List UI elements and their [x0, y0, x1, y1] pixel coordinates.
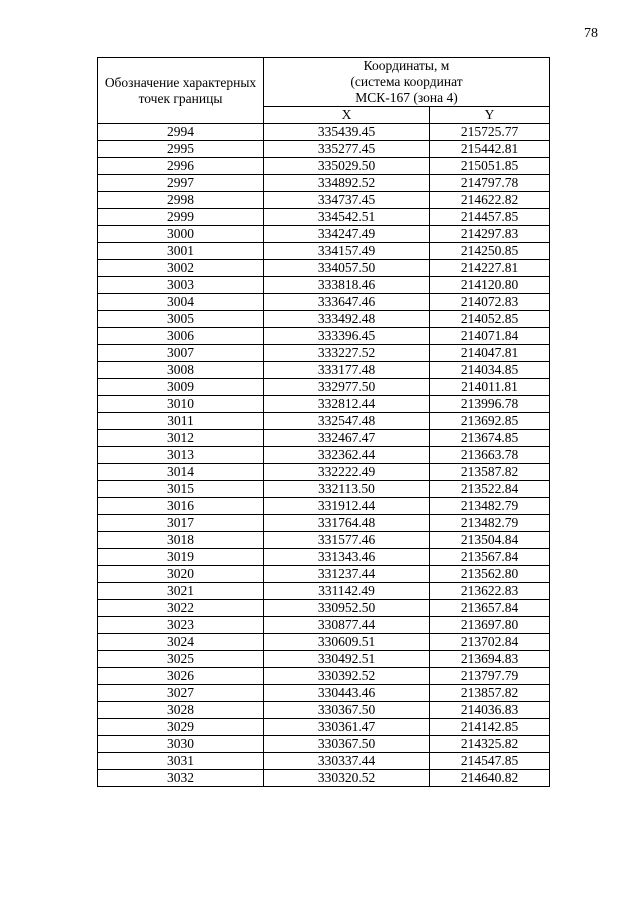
x-coordinate-cell: 335277.45: [264, 141, 430, 158]
y-coordinate-cell: 214120.80: [430, 277, 550, 294]
x-coordinate-cell: 334892.52: [264, 175, 430, 192]
table-row: [98, 634, 550, 651]
x-coordinate-cell: 331237.44: [264, 566, 430, 583]
y-coordinate-cell: 214227.81: [430, 260, 550, 277]
y-coordinate-cell: 214071.84: [430, 328, 550, 345]
y-coordinate-cell: 214036.83: [430, 702, 550, 719]
point-designation-header: Обозначение характерных точек границы: [98, 58, 264, 124]
y-coordinate-cell: 214250.85: [430, 243, 550, 260]
table-row: [98, 260, 550, 277]
point-id-cell: 3000: [98, 226, 264, 243]
table-row: [98, 158, 550, 175]
y-coordinate-cell: 213567.84: [430, 549, 550, 566]
point-id-cell: 2998: [98, 192, 264, 209]
x-coordinate-cell: 330492.51: [264, 651, 430, 668]
x-coordinate-cell: 330367.50: [264, 702, 430, 719]
y-coordinate-cell: 215725.77: [430, 124, 550, 141]
y-coordinate-cell: 214072.83: [430, 294, 550, 311]
x-coordinate-cell: 330337.44: [264, 753, 430, 770]
point-id-cell: 3003: [98, 277, 264, 294]
y-coordinate-cell: 213702.84: [430, 634, 550, 651]
point-id-cell: 3012: [98, 430, 264, 447]
x-coordinate-cell: 332977.50: [264, 379, 430, 396]
table-row: [98, 124, 550, 141]
x-coordinate-cell: 330877.44: [264, 617, 430, 634]
x-coordinate-cell: 333396.45: [264, 328, 430, 345]
table-row: [98, 753, 550, 770]
coordinates-header-line1: Координаты, м: [363, 58, 450, 73]
point-id-cell: 3020: [98, 566, 264, 583]
x-coordinate-cell: 330361.47: [264, 719, 430, 736]
point-id-cell: 2997: [98, 175, 264, 192]
point-id-cell: 3017: [98, 515, 264, 532]
coordinates-header: [264, 58, 550, 107]
y-coordinate-cell: 214142.85: [430, 719, 550, 736]
table-row: [98, 379, 550, 396]
point-id-cell: 3011: [98, 413, 264, 430]
point-id-cell: 3005: [98, 311, 264, 328]
point-id-cell: 2996: [98, 158, 264, 175]
x-coordinate-cell: 331142.49: [264, 583, 430, 600]
table-row: [98, 719, 550, 736]
table-row: [98, 532, 550, 549]
table-row: [98, 277, 550, 294]
table-row: [98, 294, 550, 311]
point-id-cell: 3031: [98, 753, 264, 770]
point-id-cell: 3027: [98, 685, 264, 702]
y-coordinate-cell: 213674.85: [430, 430, 550, 447]
y-coordinate-cell: 213694.83: [430, 651, 550, 668]
y-coordinate-cell: 213622.83: [430, 583, 550, 600]
table-row: [98, 515, 550, 532]
y-coordinate-cell: 213697.80: [430, 617, 550, 634]
y-coordinate-cell: 213692.85: [430, 413, 550, 430]
y-coordinate-cell: 213587.82: [430, 464, 550, 481]
x-coordinate-cell: 332362.44: [264, 447, 430, 464]
point-id-cell: 3014: [98, 464, 264, 481]
y-coordinate-cell: 213562.80: [430, 566, 550, 583]
table-row: [98, 447, 550, 464]
x-coordinate-cell: 331912.44: [264, 498, 430, 515]
x-coordinate-cell: 333227.52: [264, 345, 430, 362]
table-row: [98, 600, 550, 617]
x-coordinate-cell: 335029.50: [264, 158, 430, 175]
point-id-cell: 3009: [98, 379, 264, 396]
table-row: [98, 362, 550, 379]
point-id-cell: 3019: [98, 549, 264, 566]
point-id-cell: 3022: [98, 600, 264, 617]
x-coordinate-cell: 331343.46: [264, 549, 430, 566]
x-coordinate-cell: 330392.52: [264, 668, 430, 685]
y-coordinate-cell: 213482.79: [430, 498, 550, 515]
table-row: [98, 685, 550, 702]
point-id-cell: 3004: [98, 294, 264, 311]
table-row: [98, 226, 550, 243]
x-coordinate-cell: 331577.46: [264, 532, 430, 549]
x-coordinate-cell: 330443.46: [264, 685, 430, 702]
point-id-cell: 3010: [98, 396, 264, 413]
point-id-cell: 3026: [98, 668, 264, 685]
point-id-cell: 3016: [98, 498, 264, 515]
table-row: [98, 311, 550, 328]
table-row: [98, 583, 550, 600]
x-coordinate-cell: 332467.47: [264, 430, 430, 447]
x-coordinate-cell: 332113.50: [264, 481, 430, 498]
point-id-cell: 3030: [98, 736, 264, 753]
table-body: [98, 124, 550, 787]
x-coordinate-cell: 330367.50: [264, 736, 430, 753]
x-coordinate-cell: 333818.46: [264, 277, 430, 294]
y-coordinate-cell: 213482.79: [430, 515, 550, 532]
y-coordinate-cell: 215442.81: [430, 141, 550, 158]
x-coordinate-cell: 334157.49: [264, 243, 430, 260]
x-coordinate-cell: 335439.45: [264, 124, 430, 141]
table-row: [98, 209, 550, 226]
y-coordinate-cell: 213522.84: [430, 481, 550, 498]
y-coordinate-cell: 214011.81: [430, 379, 550, 396]
y-coordinate-cell: 213657.84: [430, 600, 550, 617]
y-column-header: Y: [430, 107, 550, 124]
table-row: [98, 328, 550, 345]
x-coordinate-cell: 330952.50: [264, 600, 430, 617]
coordinates-table: [97, 57, 550, 787]
point-id-cell: 3015: [98, 481, 264, 498]
x-coordinate-cell: 331764.48: [264, 515, 430, 532]
table-row: [98, 702, 550, 719]
x-column-header: X: [264, 107, 430, 124]
y-coordinate-cell: 215051.85: [430, 158, 550, 175]
x-coordinate-cell: 334057.50: [264, 260, 430, 277]
page-number: 78: [584, 26, 598, 41]
table-row: [98, 736, 550, 753]
y-coordinate-cell: 214622.82: [430, 192, 550, 209]
coordinates-header-line2: (система координат: [350, 74, 463, 89]
y-coordinate-cell: 214034.85: [430, 362, 550, 379]
table-row: [98, 175, 550, 192]
table-row: [98, 413, 550, 430]
point-id-cell: 3032: [98, 770, 264, 787]
y-coordinate-cell: 214797.78: [430, 175, 550, 192]
table-row: [98, 243, 550, 260]
table-row: [98, 651, 550, 668]
point-id-cell: 3008: [98, 362, 264, 379]
table-row: [98, 192, 550, 209]
point-id-cell: 3023: [98, 617, 264, 634]
y-coordinate-cell: 213857.82: [430, 685, 550, 702]
point-id-cell: 3029: [98, 719, 264, 736]
table-row: [98, 141, 550, 158]
table-row: [98, 345, 550, 362]
x-coordinate-cell: 333492.48: [264, 311, 430, 328]
x-coordinate-cell: 330320.52: [264, 770, 430, 787]
x-coordinate-cell: 334247.49: [264, 226, 430, 243]
point-id-cell: 3013: [98, 447, 264, 464]
y-coordinate-cell: 214640.82: [430, 770, 550, 787]
table-row: [98, 396, 550, 413]
point-id-cell: 3018: [98, 532, 264, 549]
y-coordinate-cell: 213504.84: [430, 532, 550, 549]
x-coordinate-cell: 332547.48: [264, 413, 430, 430]
table-row: [98, 498, 550, 515]
x-coordinate-cell: 330609.51: [264, 634, 430, 651]
x-coordinate-cell: 333647.46: [264, 294, 430, 311]
coordinates-header-line3: МСК-167 (зона 4): [355, 90, 458, 105]
y-coordinate-cell: 214457.85: [430, 209, 550, 226]
point-id-cell: 3002: [98, 260, 264, 277]
y-coordinate-cell: 214325.82: [430, 736, 550, 753]
y-coordinate-cell: 213996.78: [430, 396, 550, 413]
table-row: [98, 549, 550, 566]
point-id-cell: 2994: [98, 124, 264, 141]
x-coordinate-cell: 332812.44: [264, 396, 430, 413]
point-id-cell: 3007: [98, 345, 264, 362]
y-coordinate-cell: 213663.78: [430, 447, 550, 464]
y-coordinate-cell: 214047.81: [430, 345, 550, 362]
table-row: [98, 770, 550, 787]
table-row: [98, 430, 550, 447]
table-row: [98, 566, 550, 583]
point-id-cell: 3001: [98, 243, 264, 260]
y-coordinate-cell: 214297.83: [430, 226, 550, 243]
point-id-cell: 3024: [98, 634, 264, 651]
point-id-cell: 2999: [98, 209, 264, 226]
y-coordinate-cell: 214547.85: [430, 753, 550, 770]
table-row: [98, 481, 550, 498]
x-coordinate-cell: 334542.51: [264, 209, 430, 226]
x-coordinate-cell: 334737.45: [264, 192, 430, 209]
table-row: [98, 668, 550, 685]
point-id-cell: 3025: [98, 651, 264, 668]
table-row: [98, 464, 550, 481]
y-coordinate-cell: 213797.79: [430, 668, 550, 685]
point-id-cell: 2995: [98, 141, 264, 158]
y-coordinate-cell: 214052.85: [430, 311, 550, 328]
x-coordinate-cell: 333177.48: [264, 362, 430, 379]
point-id-cell: 3006: [98, 328, 264, 345]
point-id-cell: 3021: [98, 583, 264, 600]
x-coordinate-cell: 332222.49: [264, 464, 430, 481]
table-row: [98, 617, 550, 634]
point-id-cell: 3028: [98, 702, 264, 719]
